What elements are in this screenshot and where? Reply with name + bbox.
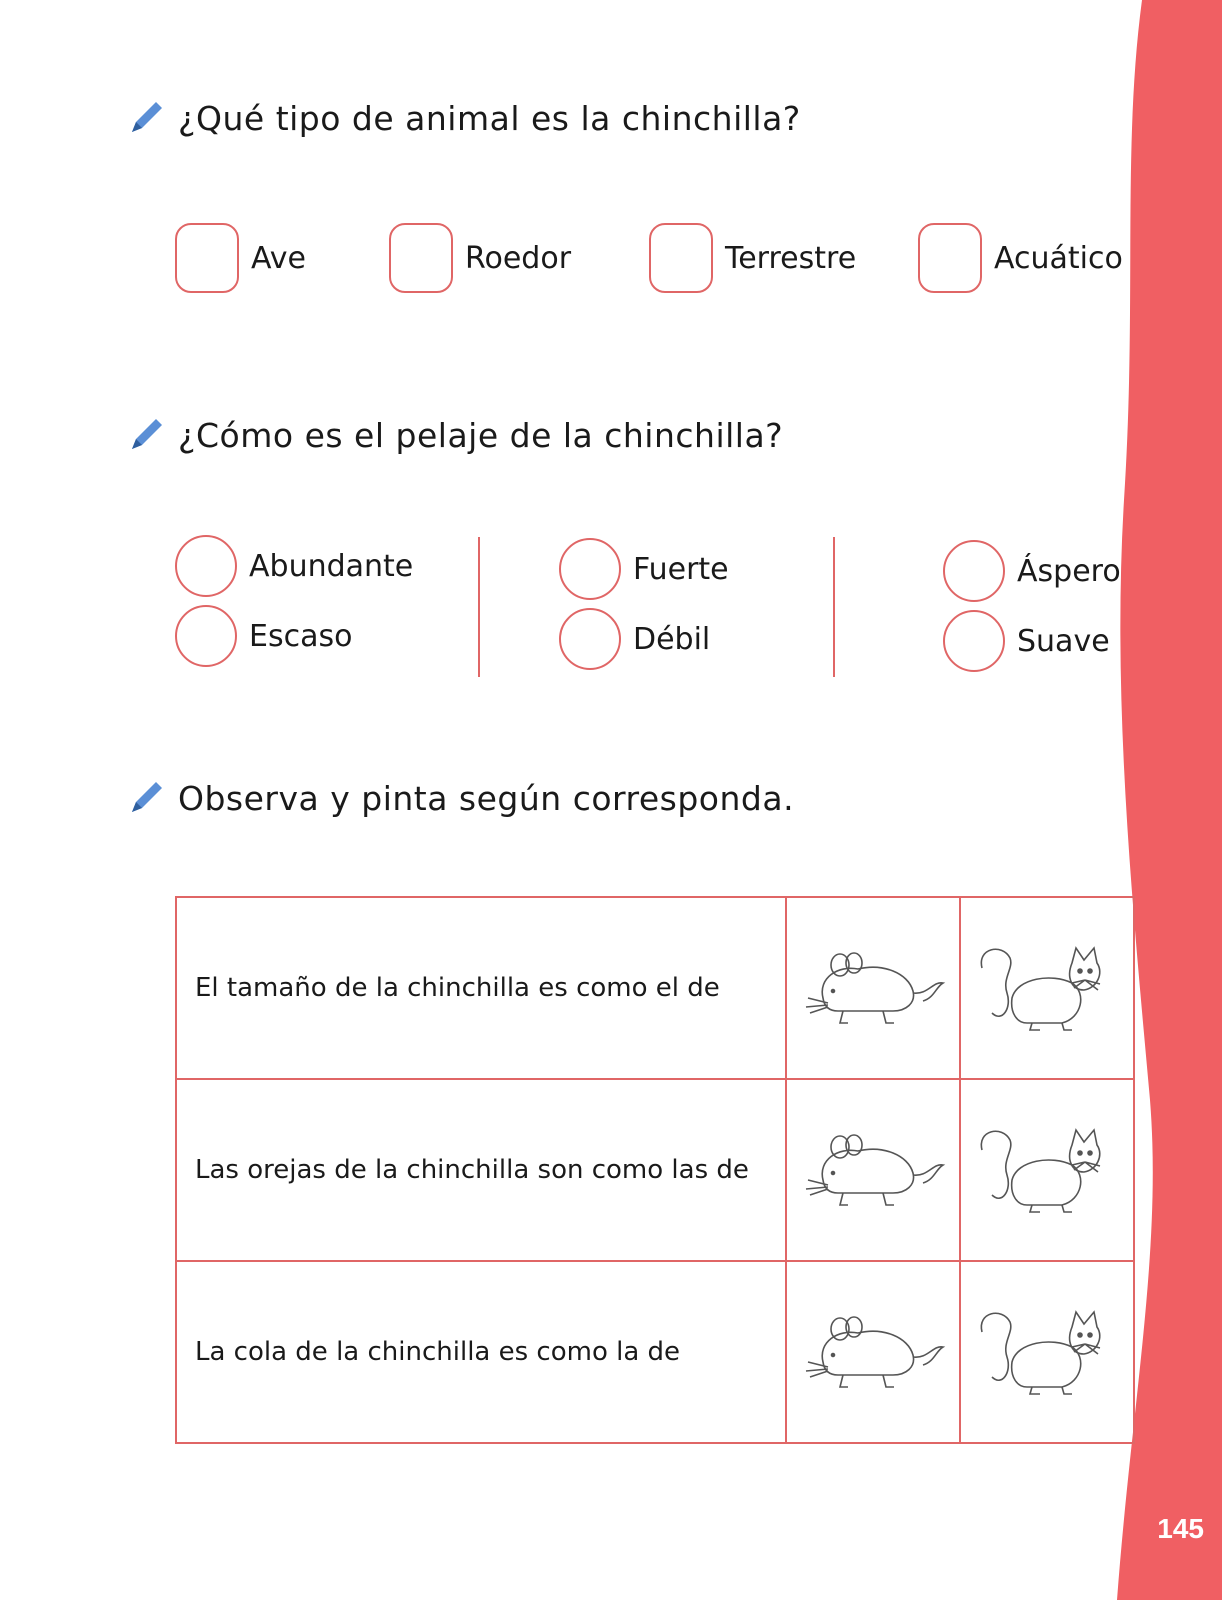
- question-1: [126, 98, 801, 138]
- pencil-icon: [126, 98, 166, 138]
- mouse-option-cell[interactable]: [786, 1261, 960, 1443]
- option-label: Escaso: [249, 618, 353, 654]
- statement-cell: Las orejas de la chinchilla son como las de: [176, 1079, 786, 1261]
- radio-circle[interactable]: [559, 608, 621, 670]
- statement-cell: El tamaño de la chinchilla es como el de: [176, 897, 786, 1079]
- mouse-illustration: [798, 1125, 948, 1215]
- squirrel-illustration: [972, 938, 1122, 1038]
- option-terrestre[interactable]: [649, 223, 856, 293]
- option-acuatico[interactable]: [918, 223, 1123, 293]
- checkbox[interactable]: [649, 223, 713, 293]
- option-label: Suave: [1017, 623, 1110, 659]
- group-divider: [478, 537, 480, 677]
- option-label: Débil: [633, 621, 711, 657]
- table-row: [176, 897, 1134, 1079]
- question-1-text: ¿Qué tipo de animal es la chinchilla?: [178, 98, 801, 138]
- page-number: 145: [1157, 1513, 1204, 1544]
- table-row: [176, 1079, 1134, 1261]
- radio-circle[interactable]: [175, 535, 237, 597]
- option-suave[interactable]: [943, 610, 1110, 672]
- radio-circle[interactable]: [175, 605, 237, 667]
- option-label: Roedor: [465, 240, 572, 276]
- statement-cell: La cola de la chinchilla es como la de: [176, 1261, 786, 1443]
- mouse-illustration: [798, 943, 948, 1033]
- radio-circle[interactable]: [943, 540, 1005, 602]
- squirrel-option-cell[interactable]: [960, 897, 1134, 1079]
- pencil-icon: [126, 415, 166, 455]
- squirrel-illustration: [972, 1302, 1122, 1402]
- question-3: [126, 778, 794, 818]
- observation-table: [175, 896, 1135, 1444]
- option-debil[interactable]: [559, 608, 710, 670]
- question-2-text: ¿Cómo es el pelaje de la chinchilla?: [178, 415, 784, 455]
- option-fuerte[interactable]: [559, 538, 729, 600]
- squirrel-illustration: [972, 1120, 1122, 1220]
- mouse-option-cell[interactable]: [786, 897, 960, 1079]
- option-label: Ave: [251, 240, 306, 276]
- option-label: Abundante: [249, 548, 414, 584]
- squirrel-option-cell[interactable]: [960, 1079, 1134, 1261]
- option-ave[interactable]: [175, 223, 306, 293]
- option-roedor[interactable]: [389, 223, 571, 293]
- mouse-illustration: [798, 1307, 948, 1397]
- checkbox[interactable]: [175, 223, 239, 293]
- checkbox[interactable]: [918, 223, 982, 293]
- option-label: Fuerte: [633, 551, 729, 587]
- question-2: [126, 415, 783, 455]
- checkbox[interactable]: [389, 223, 453, 293]
- squirrel-option-cell[interactable]: [960, 1261, 1134, 1443]
- question-3-text: Observa y pinta según corresponda.: [178, 778, 795, 818]
- option-abundante[interactable]: [175, 535, 413, 597]
- table-row: [176, 1261, 1134, 1443]
- radio-circle[interactable]: [943, 610, 1005, 672]
- group-divider: [833, 537, 835, 677]
- option-label: Terrestre: [725, 240, 857, 276]
- option-aspero[interactable]: [943, 540, 1121, 602]
- pencil-icon: [126, 778, 166, 818]
- option-label: Acuático: [994, 240, 1123, 276]
- option-escaso[interactable]: [175, 605, 352, 667]
- radio-circle[interactable]: [559, 538, 621, 600]
- mouse-option-cell[interactable]: [786, 1079, 960, 1261]
- option-label: Áspero: [1017, 553, 1121, 589]
